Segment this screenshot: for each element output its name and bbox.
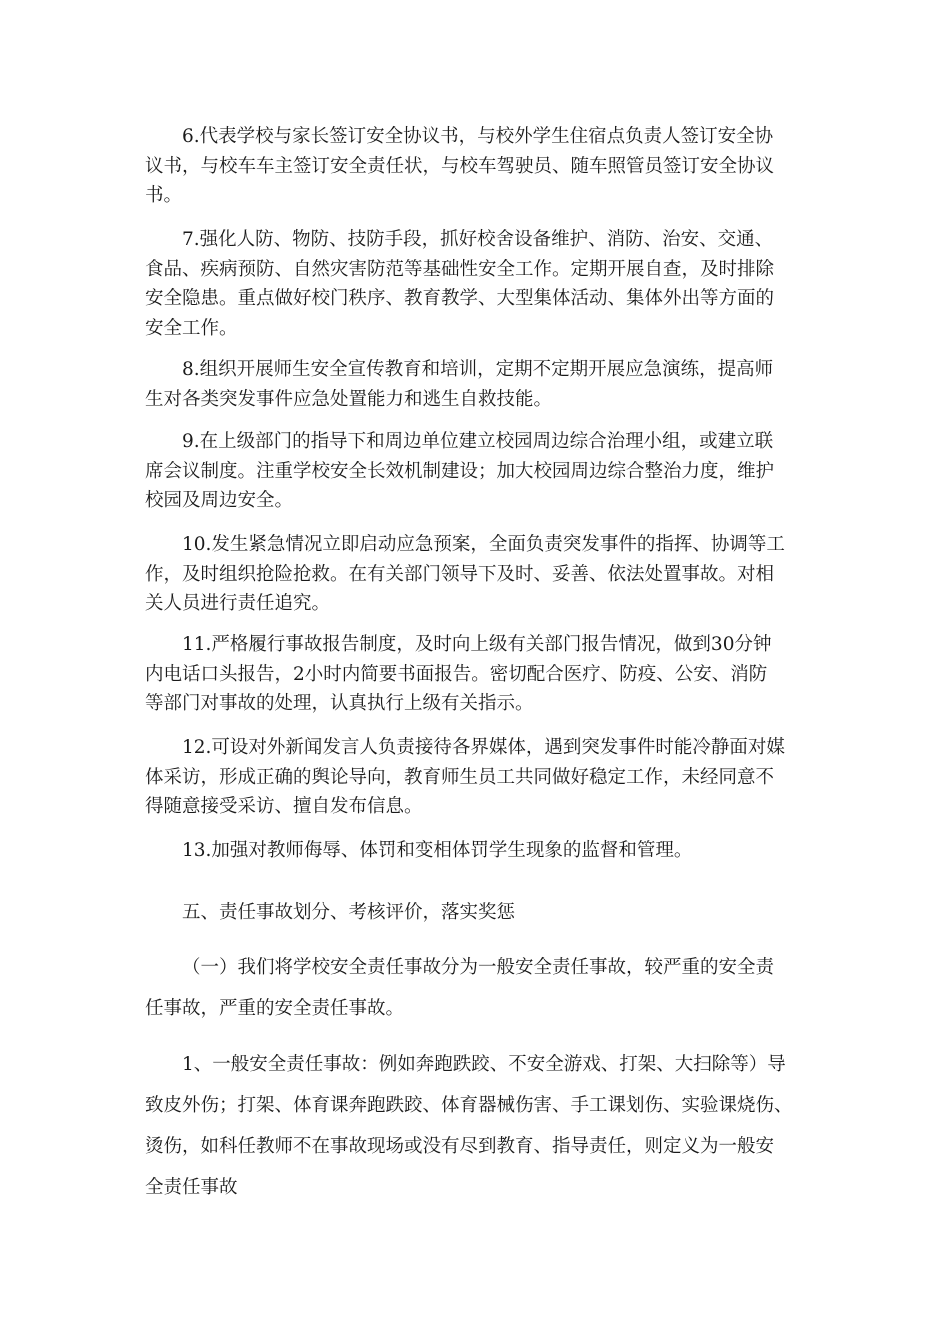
text-line: 校园及周边安全。 xyxy=(145,490,294,511)
text-line: 6.代表学校与家长签订安全协议书，与校外学生住宿点负责人签订安全协 xyxy=(182,126,774,147)
subsection-paragraph-2 xyxy=(145,1044,805,1208)
text-line: 致皮外伤；打架、体育课奔跑跌跤、体育器械伤害、手工课划伤、实验课烧伤、 xyxy=(145,1095,793,1116)
text-line: 席会议制度。注重学校安全长效机制建设；加大校园周边综合整治力度，维护 xyxy=(145,460,775,482)
text-line: 全责任事故 xyxy=(145,1177,238,1198)
paragraph-item-12 xyxy=(145,733,805,822)
text-line: 8.组织开展师生安全宣传教育和培训，定期不定期开展应急演练，提高师 xyxy=(182,359,774,380)
text-line: 任事故，严重的安全责任事故。 xyxy=(145,998,405,1019)
text-line: 作，及时组织抢险抢救。在有关部门领导下及时、妥善、依法处置事故。对相 xyxy=(145,563,775,585)
paragraph-item-6 xyxy=(145,122,805,211)
text-line: 12.可设对外新闻发言人负责接待各界媒体，遇到突发事件时能冷静面对媒 xyxy=(182,737,785,758)
paragraph-item-13 xyxy=(145,836,805,866)
text-line: 7.强化人防、物防、技防手段，抓好校舍设备维护、消防、治安、交通、 xyxy=(182,229,774,250)
text-line: 10.发生紧急情况立即启动应急预案，全面负责突发事件的指挥、协调等工 xyxy=(182,534,785,555)
text-line: 食品、疾病预防、自然灾害防范等基础性安全工作。定期开展自查，及时排除 xyxy=(145,258,775,280)
text-line: 议书，与校车车主签订安全责任状，与校车驾驶员、随车照管员签订安全协议 xyxy=(145,155,775,177)
text-line: 关人员进行责任追究。 xyxy=(145,593,331,614)
text-line: 安全工作。 xyxy=(145,317,238,339)
text-line: 书。 xyxy=(145,185,183,206)
text-line: 内电话口头报告，2小时内简要书面报告。密切配合医疗、防疫、公安、消防 xyxy=(145,663,768,685)
text-line: 体采访，形成正确的舆论导向，教育师生员工共同做好稳定工作，未经同意不 xyxy=(145,766,775,788)
text-line: 得随意接受采访、擅自发布信息。 xyxy=(145,796,423,817)
text-line: 1、一般安全责任事故：例如奔跑跌跤、不安全游戏、打架、大扫除等）导 xyxy=(182,1054,786,1075)
paragraph-item-7 xyxy=(145,225,805,343)
text-line: 13.加强对教师侮辱、体罚和变相体罚学生现象的监督和管理。 xyxy=(182,840,693,861)
paragraph-item-11 xyxy=(145,630,805,719)
text-line: 烫伤，如科任教师不在事故现场或没有尽到教育、指导责任，则定义为一般安 xyxy=(145,1136,775,1157)
subsection-paragraph-1 xyxy=(145,947,805,1029)
paragraph-item-10 xyxy=(145,530,805,619)
text-line: 11.严格履行事故报告制度，及时向上级有关部门报告情况，做到30分钟 xyxy=(182,634,772,655)
text-line: 安全隐患。重点做好校门秩序、教育教学、大型集体活动、集体外出等方面的 xyxy=(145,288,775,309)
paragraph-item-9 xyxy=(145,427,805,516)
text-line: 生对各类突发事件应急处置能力和逃生自救技能。 xyxy=(145,388,553,410)
section-heading-text: 五、责任事故划分、考核评价，落实奖惩 xyxy=(182,902,516,923)
paragraph-item-8 xyxy=(145,355,805,414)
text-line: 9.在上级部门的指导下和周边单位建立校园周边综合治理小组，或建立联 xyxy=(182,431,774,452)
section-heading xyxy=(145,898,805,928)
text-line: 等部门对事故的处理，认真执行上级有关指示。 xyxy=(145,693,534,714)
text-line: （一）我们将学校安全责任事故分为一般安全责任事故，较严重的安全责 xyxy=(182,957,775,978)
